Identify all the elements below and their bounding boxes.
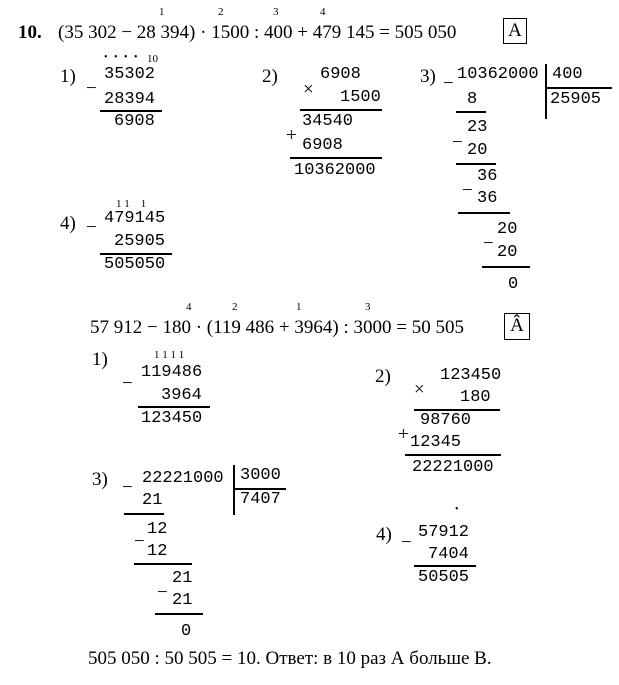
carry-marks: 1 1 1 1 <box>154 349 185 361</box>
minus-sign: − <box>401 532 412 553</box>
order-mark: 1 <box>296 301 302 313</box>
carry-marks: 1 1 1 <box>116 198 147 210</box>
minus-sign: − <box>483 233 494 254</box>
division-bar <box>545 64 547 119</box>
division-line <box>134 563 192 565</box>
borrow-mark: 10 <box>147 53 158 65</box>
minus-sign: − <box>452 132 463 153</box>
minus-sign: − <box>134 531 145 552</box>
sum-line <box>405 454 501 456</box>
expression-b: 57 912 − 180 · (119 486 + 3964) : 3000 = 50 505 <box>90 317 464 338</box>
step-label: 4) <box>60 213 76 234</box>
minus-sign: − <box>462 180 473 201</box>
addend-2: 3964 <box>161 386 202 405</box>
division-row: 20 <box>467 141 488 160</box>
division-row: 12 <box>147 520 168 539</box>
addend-2: 25905 <box>114 232 166 251</box>
remainder: 0 <box>508 275 519 294</box>
division-line <box>482 266 530 268</box>
order-mark: 1 <box>159 6 165 18</box>
minus-sign: − <box>86 217 97 238</box>
subtrahend: 7404 <box>428 545 469 564</box>
subtrahend: 28394 <box>104 90 156 109</box>
final-answer: 505 050 : 50 505 = 10. Ответ: в 10 раз А больше В. <box>88 648 492 669</box>
division-row: 21 <box>142 491 163 510</box>
product: 10362000 <box>294 161 376 180</box>
difference: 50505 <box>418 568 470 587</box>
plus-sign: + <box>286 125 297 146</box>
order-mark: 3 <box>273 6 279 18</box>
step-label: 2) <box>375 366 391 387</box>
division-row: 20 <box>497 243 518 262</box>
division-row: 21 <box>172 591 193 610</box>
minus-sign: − <box>86 78 97 99</box>
division-row: 36 <box>477 167 498 186</box>
factor-1: 123450 <box>440 366 502 385</box>
step-label: 2) <box>262 66 278 87</box>
division-row: 36 <box>477 189 498 208</box>
minus-sign: − <box>157 582 168 603</box>
problem-number: 10. <box>18 22 42 43</box>
remainder: 0 <box>181 622 192 641</box>
division-line <box>458 212 510 214</box>
step-label: 3) <box>92 469 108 490</box>
borrow-dot: • <box>455 504 459 515</box>
division-row: 8 <box>467 90 478 109</box>
partial-product-2: 6908 <box>302 136 343 155</box>
sum: 505050 <box>104 255 166 274</box>
step-label: 1) <box>60 66 76 87</box>
minuend: 57912 <box>418 523 470 542</box>
division-line <box>456 111 486 113</box>
order-mark: 3 <box>365 301 371 313</box>
sum: 123450 <box>141 409 203 428</box>
factor-2: 180 <box>460 388 491 407</box>
sum-line <box>138 406 210 408</box>
label-box-b: Â <box>504 313 530 340</box>
factor-2: 1500 <box>340 88 381 107</box>
difference: 6908 <box>114 112 155 131</box>
partial-product-2: 12345 <box>410 433 462 452</box>
division-line <box>124 513 164 515</box>
plus-sign: + <box>398 424 409 445</box>
divisor: 3000 <box>240 466 281 485</box>
dividend: 22221000 <box>142 469 224 488</box>
sum-line <box>290 157 382 159</box>
factor-1: 6908 <box>320 65 361 84</box>
step-label: 1) <box>92 349 108 370</box>
step-label: 3) <box>420 66 436 87</box>
minus-sign: − <box>122 373 133 394</box>
step-label: 4) <box>376 524 392 545</box>
product-line <box>300 109 382 111</box>
addend-1: 479145 <box>104 209 166 228</box>
division-row: 23 <box>467 118 488 137</box>
times-sign: × <box>303 79 314 100</box>
partial-product-1: 98760 <box>420 411 472 430</box>
order-mark: 4 <box>320 6 326 18</box>
sum-line <box>414 565 476 567</box>
order-mark: 2 <box>232 301 238 313</box>
division-bar <box>233 465 235 515</box>
division-row: 21 <box>172 569 193 588</box>
minus-sign: − <box>443 73 454 94</box>
division-row: 20 <box>497 220 518 239</box>
division-row: 12 <box>147 542 168 561</box>
label-box-a: A <box>503 18 527 44</box>
partial-product-1: 34540 <box>302 112 354 131</box>
addend-1: 119486 <box>141 363 203 382</box>
product: 22221000 <box>412 458 494 477</box>
order-mark: 4 <box>186 301 192 313</box>
quotient: 7407 <box>240 490 281 509</box>
dividend: 10362000 <box>457 65 539 84</box>
minus-sign: − <box>122 477 133 498</box>
borrow-dots: • • • • <box>104 52 140 63</box>
expression-a: (35 302 − 28 394) · 1500 : 400 + 479 145 = 505 050 <box>58 22 457 43</box>
minuend: 35302 <box>104 65 156 84</box>
order-mark: 2 <box>218 6 224 18</box>
divisor: 400 <box>552 65 583 84</box>
division-line <box>456 163 496 165</box>
division-line <box>155 613 203 615</box>
quotient: 25905 <box>550 90 602 109</box>
times-sign: × <box>414 379 425 400</box>
quotient-line <box>546 87 612 89</box>
